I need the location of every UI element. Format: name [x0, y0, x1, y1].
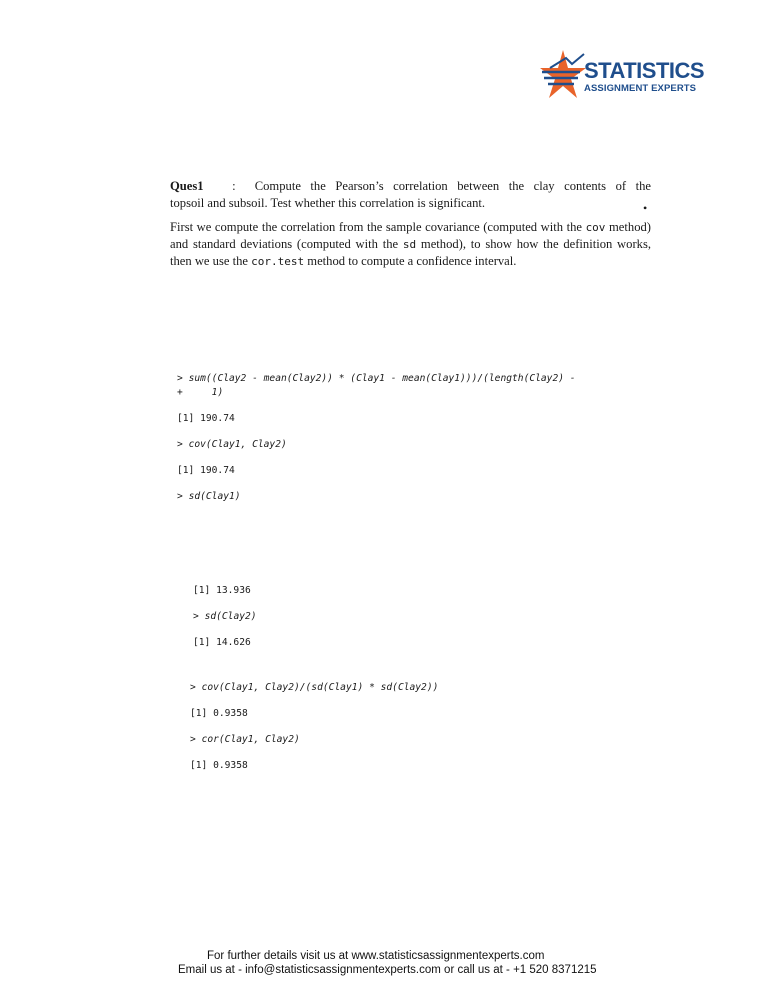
question-text-line2: topsoil and subsoil. Test whether this correlation is significant. [170, 196, 486, 210]
console-output: [1] 190.74 [177, 413, 235, 424]
console-line: > cov(Clay1, Clay2)/(sd(Clay1) * sd(Clay2)) [190, 682, 439, 693]
console-output: [1] 0.9358 [190, 708, 248, 719]
question-paragraph [170, 178, 651, 212]
console-output: [1] 13.936 [193, 585, 251, 596]
console-output: [1] 14.626 [193, 637, 251, 648]
star-logo-icon [540, 48, 586, 104]
brand-tagline: ASSIGNMENT EXPERTS [584, 83, 697, 94]
intro-text-2: method) and standard deviations (computed with the [170, 220, 651, 251]
brand-logo [540, 48, 710, 104]
code-cov: cov [585, 221, 606, 234]
console-line: + 1) [177, 387, 224, 398]
intro-text-3: method), to show how the definition works, then we use the [170, 237, 651, 268]
intro-text-1: First we compute the correlation from the sample covariance (computed with the [170, 220, 582, 234]
console-line: > cov(Clay1, Clay2) [177, 439, 287, 450]
code-cortest: cor.test [251, 255, 305, 268]
footer-contact: Email us at - info@statisticsassignmentexperts.com or call us at - +1 520 8371215 [178, 964, 597, 976]
brand-name: STATISTICS [584, 58, 705, 83]
bullet-marker: • [643, 201, 648, 215]
code-sd: sd [402, 238, 417, 251]
intro-text-4: method to compute a confidence interval. [307, 254, 517, 268]
question-text-line1: Compute the Pearson’s correlation between the clay contents of the [254, 179, 652, 193]
footer-details: For further details visit us at www.statisticsassignmentexperts.com [207, 950, 545, 962]
console-line: > sum((Clay2 - mean(Clay2)) * (Clay1 - mean(Clay1)))/(length(Clay2) - [177, 373, 576, 384]
intro-paragraph [170, 219, 651, 270]
console-output: [1] 0.9358 [190, 760, 248, 771]
console-line: > cor(Clay1, Clay2) [190, 734, 300, 745]
console-output: [1] 190.74 [177, 465, 235, 476]
question-separator: : [232, 179, 236, 193]
question-label: Ques1 [170, 179, 204, 193]
console-line: > sd(Clay2) [193, 611, 257, 622]
console-line: > sd(Clay1) [177, 491, 241, 502]
